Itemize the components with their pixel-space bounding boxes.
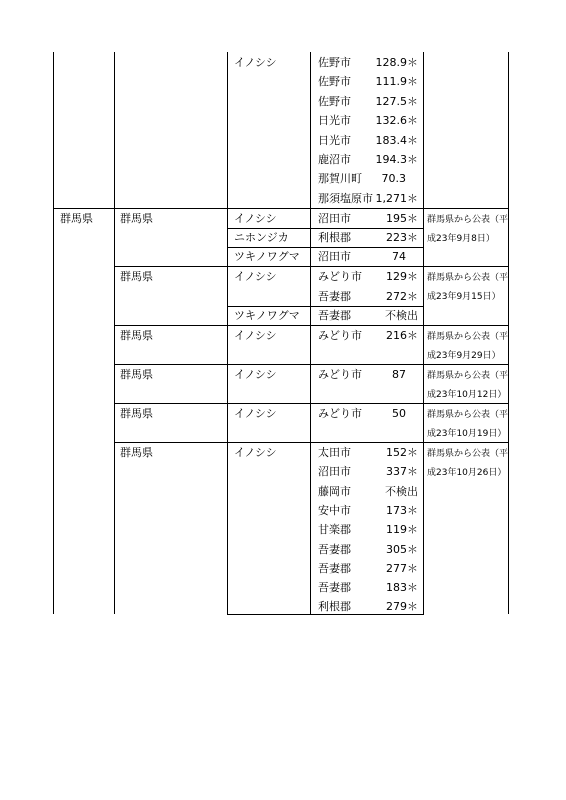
area-cell: 群馬県 (120, 407, 153, 420)
value-cell: 173＊ (386, 504, 418, 517)
row-divider (227, 228, 424, 229)
value-cell: 87 (392, 368, 406, 381)
value-cell: 223＊ (386, 231, 418, 244)
species-cell: イノシシ (234, 329, 277, 342)
source-note: 群馬県から公表（平 (427, 215, 509, 225)
value-cell: 195＊ (386, 212, 418, 225)
area-cell: 群馬県 (120, 329, 153, 342)
area-cell: 群馬県 (120, 368, 153, 381)
value-cell: 132.6＊ (375, 114, 418, 127)
place-cell: 藤岡市 (318, 485, 351, 498)
species-cell: イノシシ (234, 446, 277, 459)
row-divider (114, 266, 509, 267)
table-border-bottom (227, 614, 424, 615)
place-cell: 吾妻郡 (318, 543, 351, 556)
row-divider (114, 364, 509, 365)
species-cell: ニホンジカ (234, 231, 289, 244)
value-cell: 129＊ (386, 270, 418, 283)
row-divider (227, 247, 424, 248)
place-cell: みどり市 (318, 407, 362, 420)
place-cell: 那賀川町 (318, 172, 362, 185)
place-cell: 沼田市 (318, 465, 351, 478)
value-cell: 70.3 (381, 172, 406, 185)
value-cell: 337＊ (386, 465, 418, 478)
value-cell: 50 (392, 407, 406, 420)
species-cell: イノシシ (234, 56, 277, 69)
value-cell: 111.9＊ (375, 75, 418, 88)
value-cell: 183＊ (386, 581, 418, 594)
source-note: 成23年9月15日） (427, 292, 501, 302)
prefecture-cell: 群馬県 (60, 212, 93, 225)
source-note: 群馬県から公表（平 (427, 371, 509, 381)
row-divider (114, 325, 509, 326)
place-cell: 安中市 (318, 504, 351, 517)
area-cell: 群馬県 (120, 212, 153, 225)
source-note: 成23年9月8日） (427, 234, 495, 244)
value-cell: 277＊ (386, 562, 418, 575)
species-cell: ツキノワグマ (234, 250, 300, 263)
place-cell: 甘楽郡 (318, 523, 351, 536)
source-note: 群馬県から公表（平 (427, 410, 509, 420)
source-note: 成23年9月29日） (427, 351, 501, 361)
place-cell: 沼田市 (318, 250, 351, 263)
column-divider (227, 52, 228, 614)
value-cell: 279＊ (386, 600, 418, 613)
row-divider (227, 306, 424, 307)
value-cell: 216＊ (386, 329, 418, 342)
value-cell: 不検出 (385, 485, 418, 498)
place-cell: 那須塩原市 (318, 192, 373, 205)
place-cell: 吾妻郡 (318, 562, 351, 575)
source-note: 成23年10月19日） (427, 429, 507, 439)
source-note: 群馬県から公表（平 (427, 273, 509, 283)
value-cell: 128.9＊ (375, 56, 418, 69)
value-cell: 1,271＊ (375, 192, 418, 205)
place-cell: 日光市 (318, 114, 351, 127)
value-cell: 119＊ (386, 523, 418, 536)
column-divider (423, 52, 424, 614)
row-divider (53, 208, 509, 209)
table-border-right (508, 52, 509, 614)
source-note: 成23年10月26日） (427, 468, 507, 478)
row-divider (114, 403, 509, 404)
place-cell: 佐野市 (318, 75, 351, 88)
row-divider (114, 442, 509, 443)
species-cell: イノシシ (234, 270, 277, 283)
table-border-left (53, 52, 54, 614)
species-cell: イノシシ (234, 212, 277, 225)
place-cell: 沼田市 (318, 212, 351, 225)
value-cell: 152＊ (386, 446, 418, 459)
value-cell: 74 (392, 250, 406, 263)
source-note: 成23年10月12日） (427, 390, 507, 400)
place-cell: 日光市 (318, 134, 351, 147)
place-cell: 鹿沼市 (318, 153, 351, 166)
place-cell: 吾妻郡 (318, 581, 351, 594)
area-cell: 群馬県 (120, 270, 153, 283)
value-cell: 272＊ (386, 290, 418, 303)
value-cell: 194.3＊ (375, 153, 418, 166)
source-note: 群馬県から公表（平 (427, 332, 509, 342)
place-cell: みどり市 (318, 329, 362, 342)
value-cell: 127.5＊ (375, 95, 418, 108)
place-cell: 佐野市 (318, 95, 351, 108)
column-divider (310, 52, 311, 614)
area-cell: 群馬県 (120, 446, 153, 459)
value-cell: 不検出 (385, 309, 418, 322)
column-divider (114, 52, 115, 614)
species-cell: イノシシ (234, 368, 277, 381)
place-cell: みどり市 (318, 270, 362, 283)
place-cell: 吾妻郡 (318, 290, 351, 303)
place-cell: 利根郡 (318, 600, 351, 613)
source-note: 群馬県から公表（平 (427, 449, 509, 459)
place-cell: 太田市 (318, 446, 351, 459)
place-cell: 吾妻郡 (318, 309, 351, 322)
place-cell: 佐野市 (318, 56, 351, 69)
species-cell: ツキノワグマ (234, 309, 300, 322)
species-cell: イノシシ (234, 407, 277, 420)
value-cell: 305＊ (386, 543, 418, 556)
place-cell: みどり市 (318, 368, 362, 381)
place-cell: 利根郡 (318, 231, 351, 244)
value-cell: 183.4＊ (375, 134, 418, 147)
